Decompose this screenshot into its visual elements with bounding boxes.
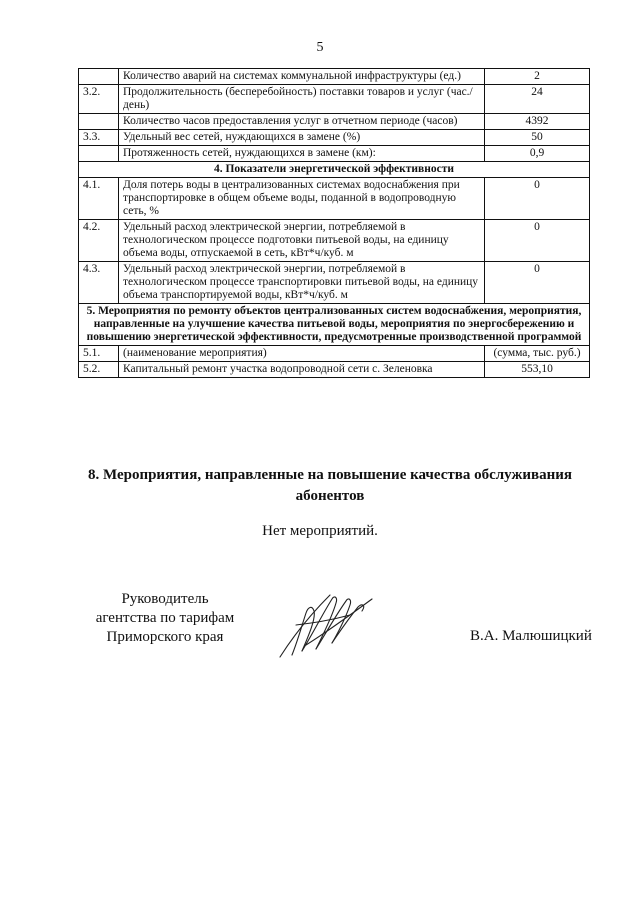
- table-row: [79, 178, 590, 220]
- row-value: 0: [485, 262, 590, 304]
- table-row: [79, 130, 590, 146]
- row-description: Протяженность сетей, нуждающихся в замене (км):: [119, 146, 485, 162]
- table-row: [79, 114, 590, 130]
- indicators-table: [78, 68, 590, 378]
- row-value: 24: [485, 85, 590, 114]
- row-number: 5.1.: [79, 346, 119, 362]
- section5-title: 5. Мероприятия по ремонту объектов централизованных систем водоснабжения, мероприятия, направленные на улучшение качества питьевой воды, мероприятия по энергосбережению и повышению энергетической эффективности, предусмотренные производственной программой: [79, 304, 590, 346]
- table-row: [79, 262, 590, 304]
- row-description: (наименование мероприятия): [119, 346, 485, 362]
- signer-title: [60, 590, 270, 647]
- row-description: Капитальный ремонт участка водопроводной сети с. Зеленовка: [119, 362, 485, 378]
- row-description: Количество часов предоставления услуг в отчетном периоде (часов): [119, 114, 485, 130]
- row-description: Продолжительность (бесперебойность) поставки товаров и услуг (час./день): [119, 85, 485, 114]
- signer-title-line: агентства по тарифам: [95, 610, 235, 626]
- row-number: 4.1.: [79, 178, 119, 220]
- table-row: [79, 220, 590, 262]
- section8-heading: 8. Мероприятия, направленные на повышение качества обслуживания абонентов: [87, 467, 572, 504]
- row-value: (сумма, тыс. руб.): [485, 346, 590, 362]
- row-number: 3.2.: [79, 85, 119, 114]
- row-number: 4.2.: [79, 220, 119, 262]
- row-number: 3.3.: [79, 130, 119, 146]
- signature-drawing: [272, 585, 382, 665]
- row-description: Удельный расход электрической энергии, потребляемой в технологическом процессе подготовки питьевой воды, на единицу объема воды, отпускаемой в сеть, кВт*ч/куб. м: [119, 220, 485, 262]
- section-header-row: [79, 304, 590, 346]
- row-number: 5.2.: [79, 362, 119, 378]
- row-value: 0: [485, 220, 590, 262]
- no-events-text: Нет мероприятий.: [262, 523, 378, 539]
- row-description: Удельный расход электрической энергии, потребляемой в технологическом процессе транспортировки питьевой воды, на единицу объема транспортируемой воды, кВт*ч/куб. м: [119, 262, 485, 304]
- section-header-row: [79, 162, 590, 178]
- row-value: 50: [485, 130, 590, 146]
- signer-title-line: Приморского края: [106, 629, 224, 645]
- table-row: [79, 85, 590, 114]
- row-value: 4392: [485, 114, 590, 130]
- signer-title-line: Руководитель: [121, 591, 209, 607]
- row-number: [79, 146, 119, 162]
- row-number: 4.3.: [79, 262, 119, 304]
- row-number: [79, 69, 119, 85]
- row-description: Удельный вес сетей, нуждающихся в замене (%): [119, 130, 485, 146]
- handwritten-signature: [272, 585, 382, 670]
- row-value: 553,10: [485, 362, 590, 378]
- row-value: 2: [485, 69, 590, 85]
- table-row: [79, 69, 590, 85]
- table-row: [79, 362, 590, 378]
- signer-name: В.А. Малюшицкий: [470, 628, 592, 644]
- table-row: [79, 146, 590, 162]
- row-description: Количество аварий на системах коммунальной инфраструктуры (ед.): [119, 69, 485, 85]
- row-value: 0: [485, 178, 590, 220]
- row-value: 0,9: [485, 146, 590, 162]
- row-number: [79, 114, 119, 130]
- row-description: Доля потерь воды в централизованных системах водоснабжения при транспортировке в общем объеме воды, поданной в водопроводную сеть, %: [119, 178, 485, 220]
- page-number: 5: [316, 40, 324, 55]
- table-row: [79, 346, 590, 362]
- section4-title: 4. Показатели энергетической эффективности: [79, 162, 590, 178]
